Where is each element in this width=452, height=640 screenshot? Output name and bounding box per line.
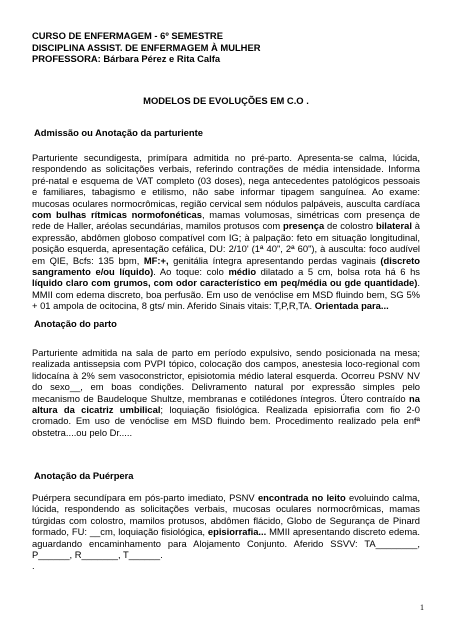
text-run: evoluindo calma, lúcida, respondendo as solicitações verbais, mucosas oculares normocrômicas, mamas túrgidas com colostro, mamilos protusos, abdômen flácido, Globo de Segurança de Pinard formado, FU: __cm, loquiação fisiológica,: [32, 492, 420, 538]
text-run: .: [32, 560, 35, 572]
document-header: [32, 30, 260, 65]
professor-line: PROFESSORA: Bárbara Pérez e Rita Calfa: [32, 53, 221, 65]
text-run: dilatado a 5 cm, bolsa rota há 6 hs: [256, 266, 420, 278]
page-number: 1: [420, 603, 424, 612]
bold-text-run: Orientada para...: [314, 300, 389, 312]
text-run: Parturiente secundigesta, primípara admitida no pré-parto. Apresenta-se calma, lúcida, respondendo as solicitações verbais, referindo contrações de média intensidade. Informa pré-natal e esquema de VAT completo (03 doses), nega antecedentes patológicos pessoais e familiares, tabagismo e etilismo, não sabe informar tipagem sanguínea. Ao exame: mucosas oculares normocrômicas, região cervical sem nódulos palpáveis, ausculta cardíaca: [32, 152, 420, 209]
text-run: genitália íntegra apresentando perdas vaginais: [168, 254, 381, 266]
bold-text-run: (discreto sangramento e/ou líquido): [32, 254, 421, 278]
text-run: . Ao toque: colo: [153, 266, 229, 278]
section-heading-admission: Admissão ou Anotação da parturiente: [34, 127, 203, 138]
bold-text-run: MF:+,: [143, 254, 169, 266]
text-run: MMII apresentando discreto edema. aguardando encaminhamento para Alojamento Conjunto. Aferido SSVV: TA________, P______, R_______, T______.: [32, 526, 420, 561]
section-body-postpartum: [32, 492, 420, 572]
discipline-line: DISCIPLINA ASSIST. DE ENFERMAGEM À MULHER: [32, 41, 261, 53]
bold-text-run: médio: [228, 266, 257, 278]
bold-text-run: bilateral: [375, 220, 412, 232]
text-run: , mamas volumosas, simétricas com presença de rede de Haller, aréolas secundárias, mamilos protusos com: [32, 209, 420, 232]
section-heading-postpartum: Anotação da Puérpera: [34, 470, 134, 481]
section-body-delivery: [32, 347, 420, 438]
bold-text-run: com bulhas rítmicas normofonéticas: [32, 209, 202, 221]
section-body-admission: [32, 152, 420, 312]
section-heading-delivery: Anotação do parto: [34, 318, 117, 329]
document-title: MODELOS DE EVOLUÇÕES EM C.O .: [143, 95, 309, 106]
text-run: Parturiente admitida na sala de parto em período expulsivo, sendo posicionada na mesa; realizada antissepsia com PVPI tópico, colocação dos campos, anestesia loco-regional com lidocaína à 2% sem vasoconstrictor, episiotomia médio lateral esquerda. Ocorreu PSNV NV do sexo__, em boas condições. Delivramento natural por expressão simples pelo mecanismo de Baudeloque Shultze, membranas e cotilédones íntegros. Útero contraído: [32, 347, 420, 404]
text-run: de colostro: [324, 220, 376, 232]
text-run: Puérpera secundípara em pós-parto imediato, PSNV: [32, 492, 258, 503]
text-run: à expressão, abdômen globoso compatível com IG; à palpação: feto em situação longitudinal, posição esquerda, apresentação cefálica, DU: 2/10' (1ª 40", 2ª 60"), à ausculta: foco audível em QIE, Bcfs: 135 bpm,: [32, 220, 420, 266]
bold-text-run: episiorrafia...: [207, 526, 267, 538]
course-line: CURSO DE ENFERMAGEM - 6º SEMESTRE: [32, 30, 223, 41]
text-run: . MMII com edema discreto, boa perfusão. Em uso de venóclise em MSD fluindo bem, SG 5% + 01 ampola de ocitocina, 8 gts/ min. Aferido Sinais vitais: T,P,R,TA.: [32, 277, 420, 312]
bold-text-run: líquido claro com grumos, com odor característico em peq/média ou gde quantidade): [32, 277, 418, 289]
bold-text-run: na altura da cicatriz umbilical: [32, 392, 420, 416]
bold-text-run: presença: [283, 220, 325, 232]
text-run: ; loquiação fisiológica. Realizada episiorrafia com fio 2-0 cromado. Em uso de venóclise em MSD fluindo bem. Procedimento realizado pela enfª obstetra....ou pelo Dr.....: [32, 404, 420, 438]
bold-text-run: encontrada no leito: [257, 492, 346, 503]
